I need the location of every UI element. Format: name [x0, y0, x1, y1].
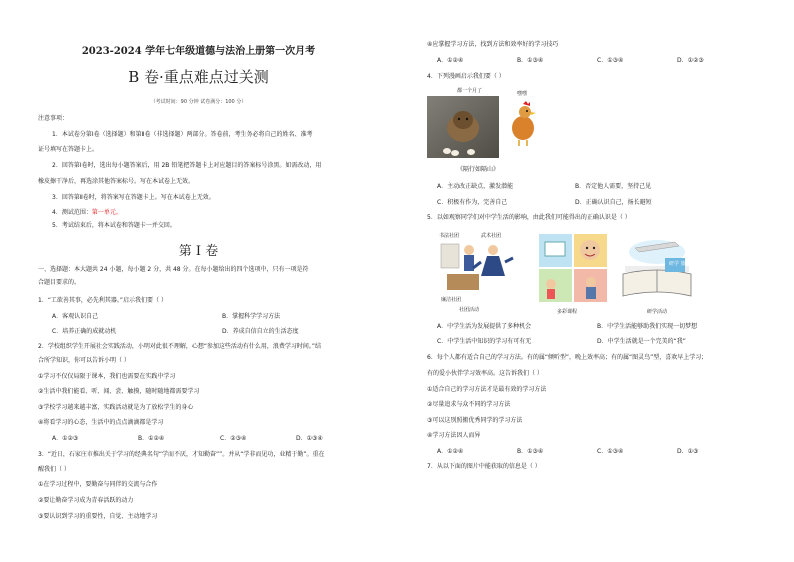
q3-option-a: A．①②④ — [437, 57, 464, 64]
q4-caption: 《隔行如隔山》 — [457, 166, 500, 173]
section-instruction: 合题目要求的。 — [38, 279, 81, 286]
q2-stem: 2．学校组织学生开展社会实践活动，小明对此很不理解，心想“参加这些活动有什么用，浪费学习时间。”结 — [38, 343, 322, 350]
notice-item: 2．回答第Ⅰ卷时，选出每小题答案后，用 2B 铅笔把答题卡上对应题目的答案标号涂黑。如需改动，用 — [52, 162, 322, 169]
q5-image-title: 社团活动 — [459, 307, 480, 313]
club-caption: 廉洁社团 — [441, 297, 462, 303]
notice-item: 3．回答第Ⅱ卷时，将答案写在答题卡上。写在本试卷上无效。 — [52, 194, 215, 201]
q6-statement: ④学习方法因人而异 — [427, 432, 481, 439]
q3-option-c: C．①③④ — [597, 57, 624, 64]
courses-illustration — [539, 234, 607, 302]
notice-item — [52, 209, 122, 217]
q3-option-d: D．①②③ — [677, 57, 704, 64]
q1-option-b: B．掌握科学学习方法 — [222, 313, 281, 320]
q4-cartoon — [427, 87, 537, 162]
q6-option-b: B．①③④ — [517, 448, 544, 455]
cartoon-label-top: 都一个月了 — [457, 88, 483, 94]
q6-statement: ②尽量追求与众不同的学习方法 — [427, 401, 511, 408]
notice-item: 5．考试结束后，将本试卷和答题卡一并交回。 — [52, 222, 176, 229]
q2-stem: 合所学知识，你可以告诉小明（ ） — [38, 357, 130, 364]
q3-statement: ③要认识到学习的重要性，自觉、主动地学习 — [38, 513, 158, 520]
q5-option-a: A．中学生活为发展提供了多种机会 — [437, 323, 532, 330]
q1-stem: 1．“工欲善其事，必先利其器。”启示我们要（ ） — [38, 297, 167, 304]
hen-icon — [505, 100, 541, 148]
q4-option-d: D．正确认识自己，扬长避短 — [575, 199, 652, 206]
section-instruction: 一、选择题：本大题共 24 小题，每小题 2 分，共 48 分。在每小题给出的四个选项中，只有一项是符 — [38, 266, 309, 273]
q4-option-b: B．否定他人需要，坚持己见 — [575, 183, 652, 190]
q2-statement: ①学习不仅仅局限于课本，我们也需要在实践中学习 — [38, 373, 176, 380]
q6-option-c: C．①③④ — [597, 448, 624, 455]
trip-tag: 研学 旅行 — [669, 261, 691, 267]
q5-image-trip — [619, 234, 695, 318]
notice-item: 橡皮擦干净后，再选涂其他答案标号。写在本试卷上无效。 — [38, 178, 195, 185]
q4-option-c: C．积极有作为，完善自己 — [437, 199, 508, 206]
q5-image-courses — [539, 234, 607, 318]
notice-scope-value: 第一单元。 — [91, 209, 122, 216]
q1-option-d: D．养成自信自立的生活态度 — [222, 328, 299, 335]
right-column — [397, 0, 794, 562]
q7-stem: 7．从以下面的图片中能获取的信息是（ ） — [427, 463, 541, 470]
q5-option-b: B．中学生活能够助我们实现一切梦想 — [597, 323, 698, 330]
q6-option-a: A．①②④ — [437, 448, 464, 455]
trip-illustration — [619, 234, 695, 300]
q6-statement: ③可以这别照搬优秀同学的学习方法 — [427, 417, 523, 424]
notice-heading: 注意事项： — [38, 115, 69, 122]
club-label: 书法社团 — [439, 233, 460, 239]
cartoon-label-hen: 嘿嘿 — [517, 91, 528, 97]
q5-image-title: 研学活动 — [647, 309, 668, 315]
q1-option-a: A．客观认识自己 — [52, 313, 99, 320]
q5-stem: 5．以如观察同学们对中学生活的影响，由此我们可能得出的正确认识是（ ） — [427, 214, 631, 221]
q2-statement: ③学校学习越来越丰富，实践活动就是为了放松学生的身心 — [38, 404, 194, 411]
paper-title: B 卷·重点难点过关测 — [128, 68, 269, 86]
notice-item: 1．本试卷分第Ⅰ卷（选择题）和第Ⅱ卷（非选择题）两部分。答卷前，考生务必将自己的姓名、准考 — [52, 131, 313, 138]
q2-statement: ④将看学习的心态，生活中的点点滴滴都是学习 — [38, 419, 164, 426]
clubs-illustration — [437, 238, 517, 298]
q4-stem: 4．下列漫画启示我们要（ ） — [427, 73, 505, 80]
club-label: 武术社团 — [481, 233, 502, 239]
section-title: 第 Ⅰ 卷 — [178, 244, 219, 259]
notice-scope-label: 4．测试范围： — [52, 209, 92, 216]
q4-option-a: A．主动改正缺点，激发潜能 — [437, 183, 514, 190]
q1-option-c: C．培养正确的成就动机 — [52, 328, 117, 335]
q6-statement: ①适合自己的学习方法才是最有效的学习方法 — [427, 386, 547, 393]
q5-image-clubs — [437, 230, 517, 318]
q2-option-d: D．①③④ — [296, 435, 323, 442]
q2-statement: ②生活中我们能看、听、闻、尝、触摸，随时随地都需要学习 — [38, 388, 200, 395]
q6-option-d: D．①③ — [677, 448, 699, 455]
exam-info: （考试时间：90 分钟 试卷满分：100 分） — [150, 99, 247, 105]
q3-statement: ④应掌握学习方法，找到方法和效率好的学习技巧 — [427, 41, 559, 48]
q3-stem: 3．“近日，石家庄市推出关于学习的经典名句“学而不厌，才知勤奋””。并从“学非而见功，业精于勤”。重在 — [38, 451, 325, 458]
q2-option-b: B．①②④ — [138, 435, 165, 442]
q3-option-b: B．①③④ — [517, 57, 544, 64]
q5-option-c: C．中学生活中知识的学习有可有无 — [437, 338, 532, 345]
q6-stem: 6．每个人都有适合自己的学习方法。有的属“倾听型”，晚上效率高；有的属“图灵鸟”型，喜欢早上学习； — [427, 354, 708, 361]
q5-image-title: 多彩课程 — [557, 309, 578, 315]
exam-title: 2023-2024 学年七年级道德与法治上册第一次月考 — [81, 46, 316, 57]
q3-stem: 醒我们（ ） — [38, 466, 70, 473]
q2-option-a: A．①②③ — [52, 435, 79, 442]
notice-item: 证号填写在答题卡上。 — [38, 146, 99, 153]
q6-stem: 有的爱小伙伴学习效率高。这告诉我们（ ） — [427, 370, 543, 377]
q3-statement: ①在学习过程中，要勤奋与同伴的交流与合作 — [38, 481, 158, 488]
q2-option-c: C．②③④ — [220, 435, 247, 442]
q5-option-d: D．中学生活就是一个完美的“我” — [597, 338, 686, 345]
q3-statement: ②要让勤奋学习成为青春活跃的动力 — [38, 497, 134, 504]
